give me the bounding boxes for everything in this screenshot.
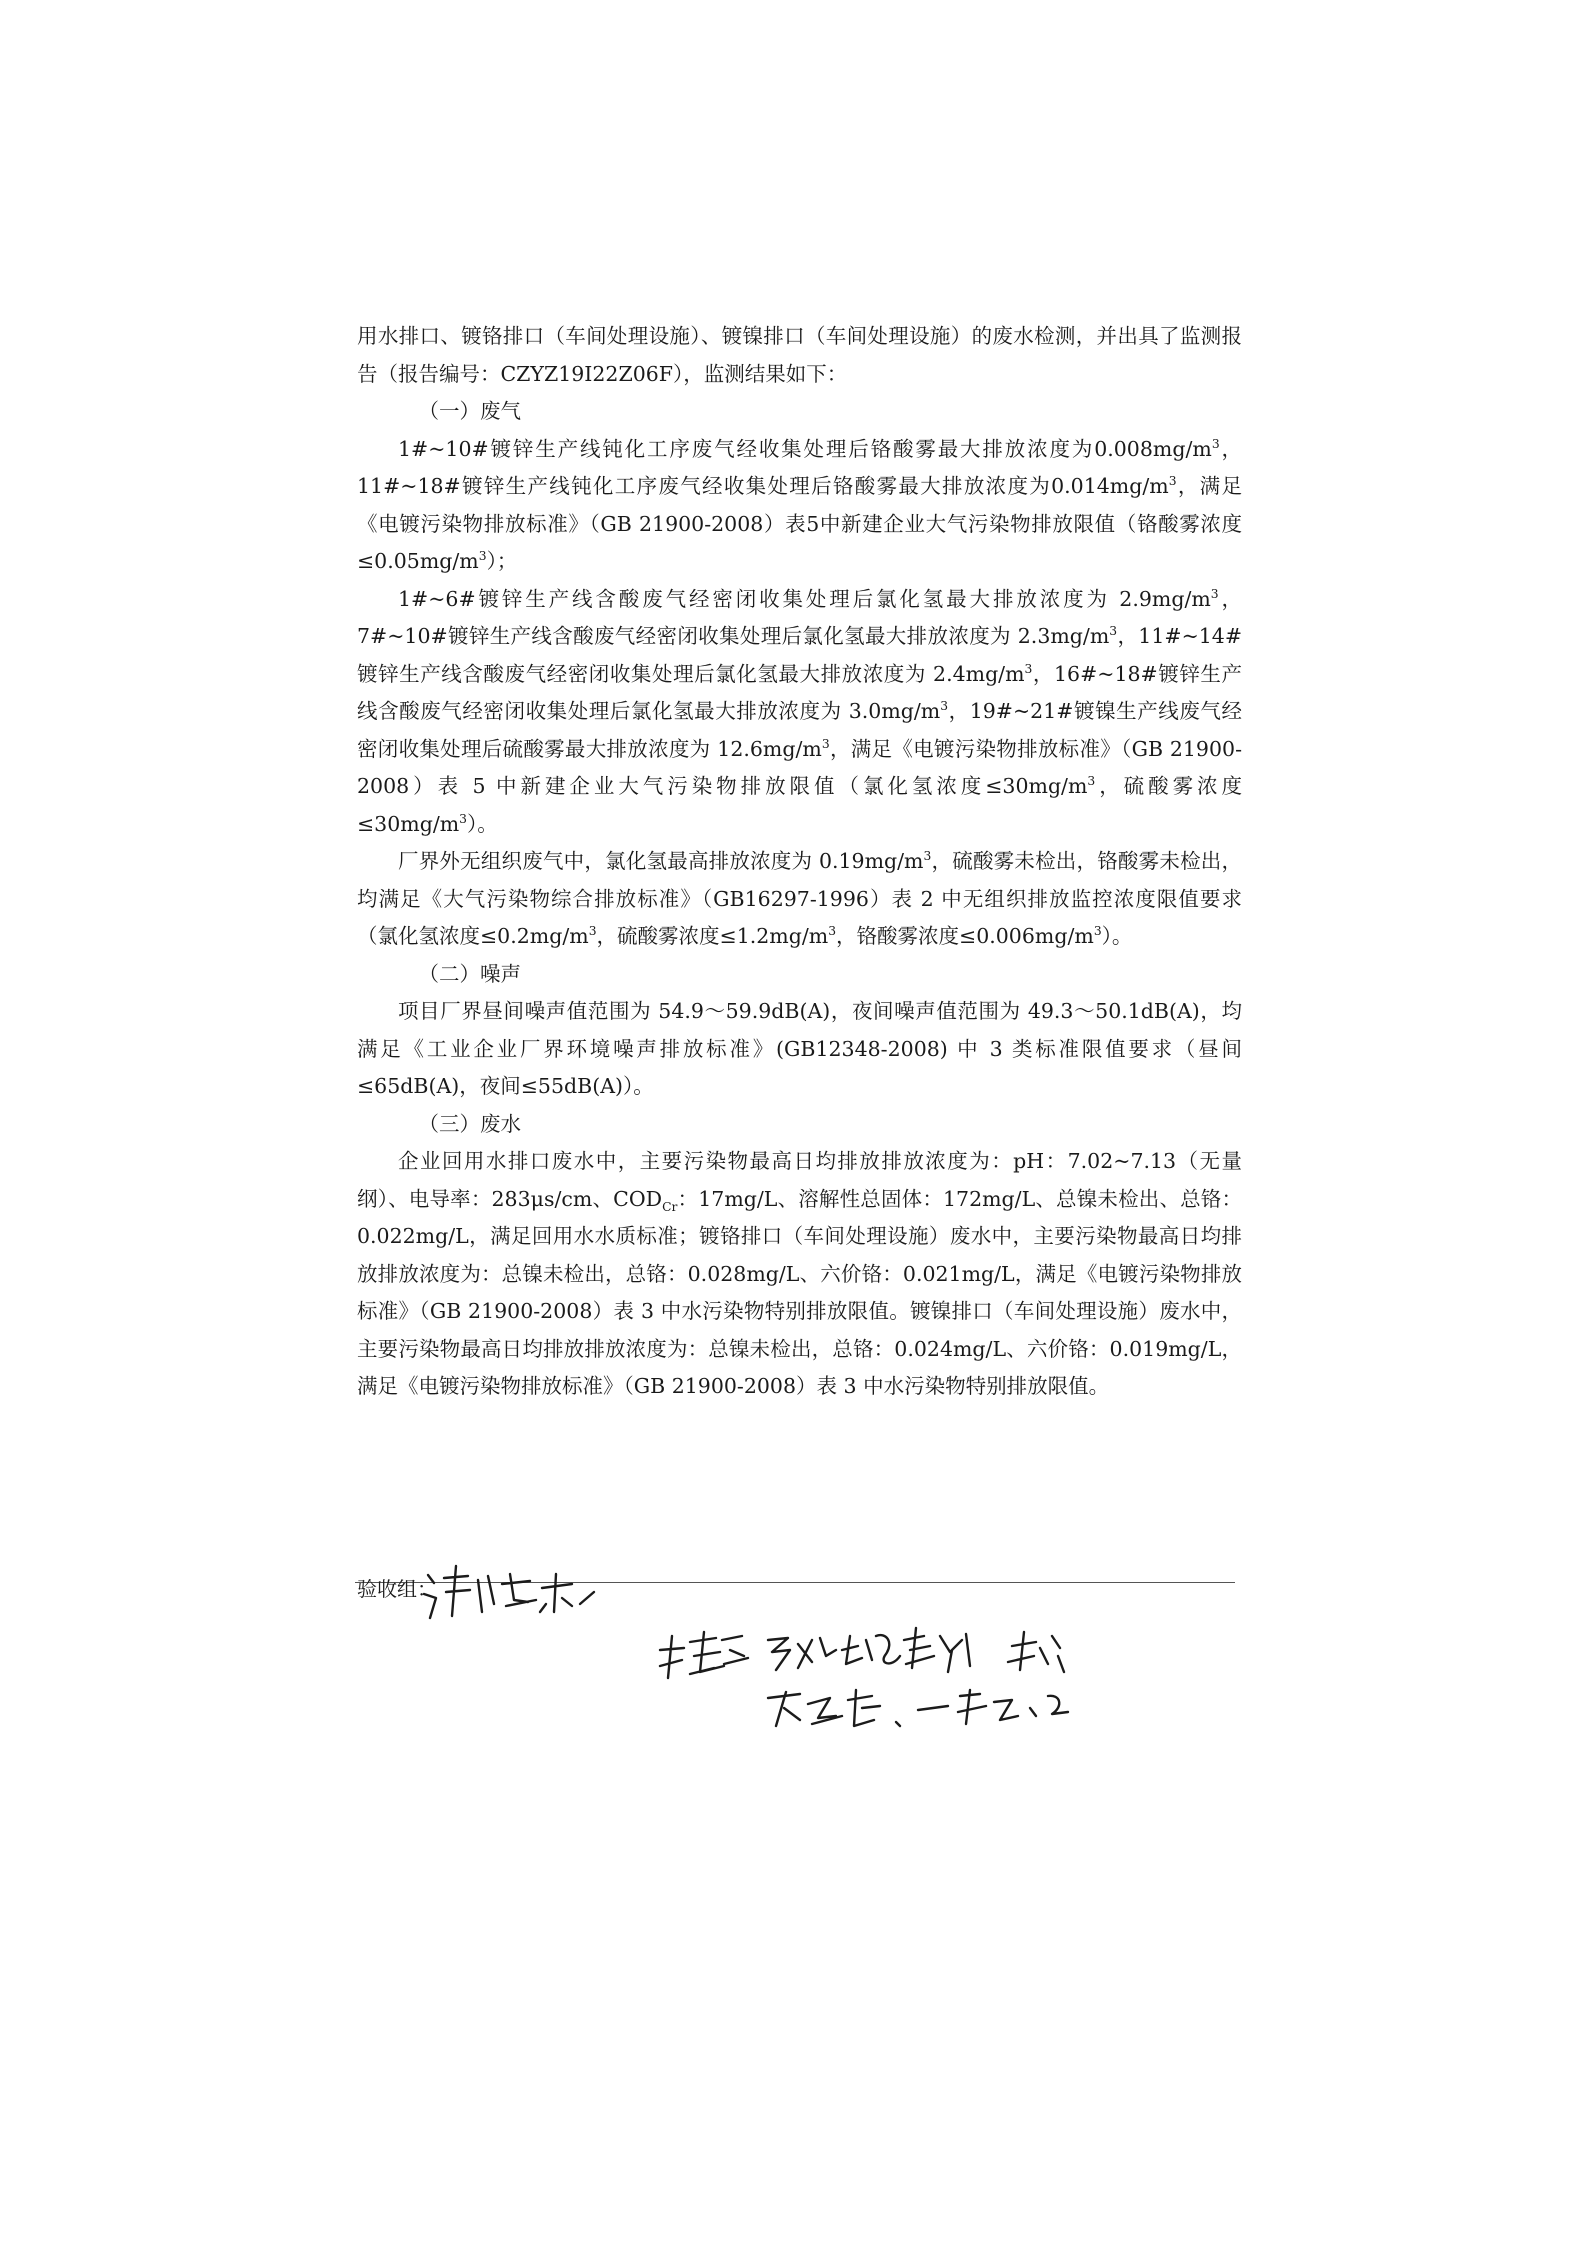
paragraph-fugitive-emissions: 厂界外无组织废气中，氯化氢最高排放浓度为 $0.19mg/m^3$，硫酸雾未检出，铬酸雾未检出，均满足《大气污染物综合排放标准》（GB16297-1996）表 2 中无组织排放监控浓度限值要求（氯化氢浓度$\le 0.2mg/m^3$，硫酸雾浓度$\le 1.2mg/m^3$，铬酸雾浓度$\le 0.006mg/m^3$）。 — [357, 849, 1242, 948]
heading-exhaust-gas: （一）废气 — [418, 399, 521, 423]
heading-wastewater: （三）废水 — [418, 1111, 521, 1136]
signature-4 — [876, 1628, 970, 1672]
paragraph-wastewater: 企业回用水排口废水中，主要污染物最高日均排放排放浓度为：pH：7.02~7.13（无量纲）、电导率：283μs/cm、$COD_{Cr}$：17mg/L、溶解性总固体：172mg/L、总镍未检出、总铬：0.022mg/L，满足回用水水质标准；镀铬排口（车间处理设施）废水中，主要污染物最高日均排放排放浓度为：总镍未检出，总铬：0.028mg/L、六价铬：0.021mg/L，满足《电镀污染物排放标准》（GB 21900-2008）表 3 中水污染物特别排放限值。镀镍排口（车间处理设施）废水中，主要污染物最高日均排放排放浓度为：总镍未检出，总铬：0.024mg/L、六价铬：0.019mg/L，满足《电镀污染物排放标准》（GB 21900-2008）表 3 中水污染物特别排放限值。 — [357, 1149, 1242, 1398]
signature-7 — [958, 1690, 1068, 1724]
signature-1 — [424, 1566, 594, 1618]
intro-paragraph: 用水排口、镀铬排口（车间处理设施）、镀镍排口（车间处理设施）的废水检测，并出具了监测报告（报告编号：CZYZ19I22Z06F），监测结果如下： — [357, 324, 1242, 386]
heading-noise: （二）噪声 — [418, 961, 521, 986]
signature-5 — [1008, 1632, 1064, 1672]
signature-3 — [768, 1636, 872, 1670]
acceptance-group-label: 验收组： — [357, 1577, 437, 1601]
signature-6 — [768, 1690, 948, 1726]
signature-2 — [660, 1632, 748, 1678]
paragraph-hydrogen-chloride: 1#~6#镀锌生产线含酸废气经密闭收集处理后氯化氢最大排放浓度为 $2.9mg/m^3$，7#~10#镀锌生产线含酸废气经密闭收集处理后氯化氢最大排放浓度为 $2.3mg/m^3$，11#~14#镀锌生产线含酸废气经密闭收集处理后氯化氢最大排放浓度为 $2.4mg/m^3$，16#~18#镀锌生产线含酸废气经密闭收集处理后氯化氢最大排放浓度为 $3.0mg/m^3$，19#~21#镀镍生产线废气经密闭收集处理后硫酸雾最大排放浓度为 $12.6mg/m^3$，满足《电镀污染物排放标准》（GB 21900-2008）表 5 中新建企业大气污染物排放限值（氯化氢浓度$\le 30mg/m^3$，硫酸雾浓度$\le 30mg/m^3$）。 — [357, 586, 1243, 836]
paragraph-noise: 项目厂界昼间噪声值范围为 54.9～59.9dB(A)，夜间噪声值范围为 49.3～50.1dB(A)，均满足《工业企业厂界环境噪声排放标准》(GB12348-2008) 中 3 类标准限值要求（昼间≤65dB(A)，夜间≤55dB(A)）。 — [357, 999, 1242, 1098]
paragraph-chromic-acid-mist: 1#~10#镀锌生产线钝化工序废气经收集处理后铬酸雾最大排放浓度为$0.008mg/m^3$，11#~18#镀锌生产线钝化工序废气经收集处理后铬酸雾最大排放浓度为$0.014mg/m^3$，满足《电镀污染物排放标准》（GB 21900-2008）表5中新建企业大气污染物排放限值（铬酸雾浓度$\le 0.05mg/m^3$）； — [357, 436, 1243, 573]
